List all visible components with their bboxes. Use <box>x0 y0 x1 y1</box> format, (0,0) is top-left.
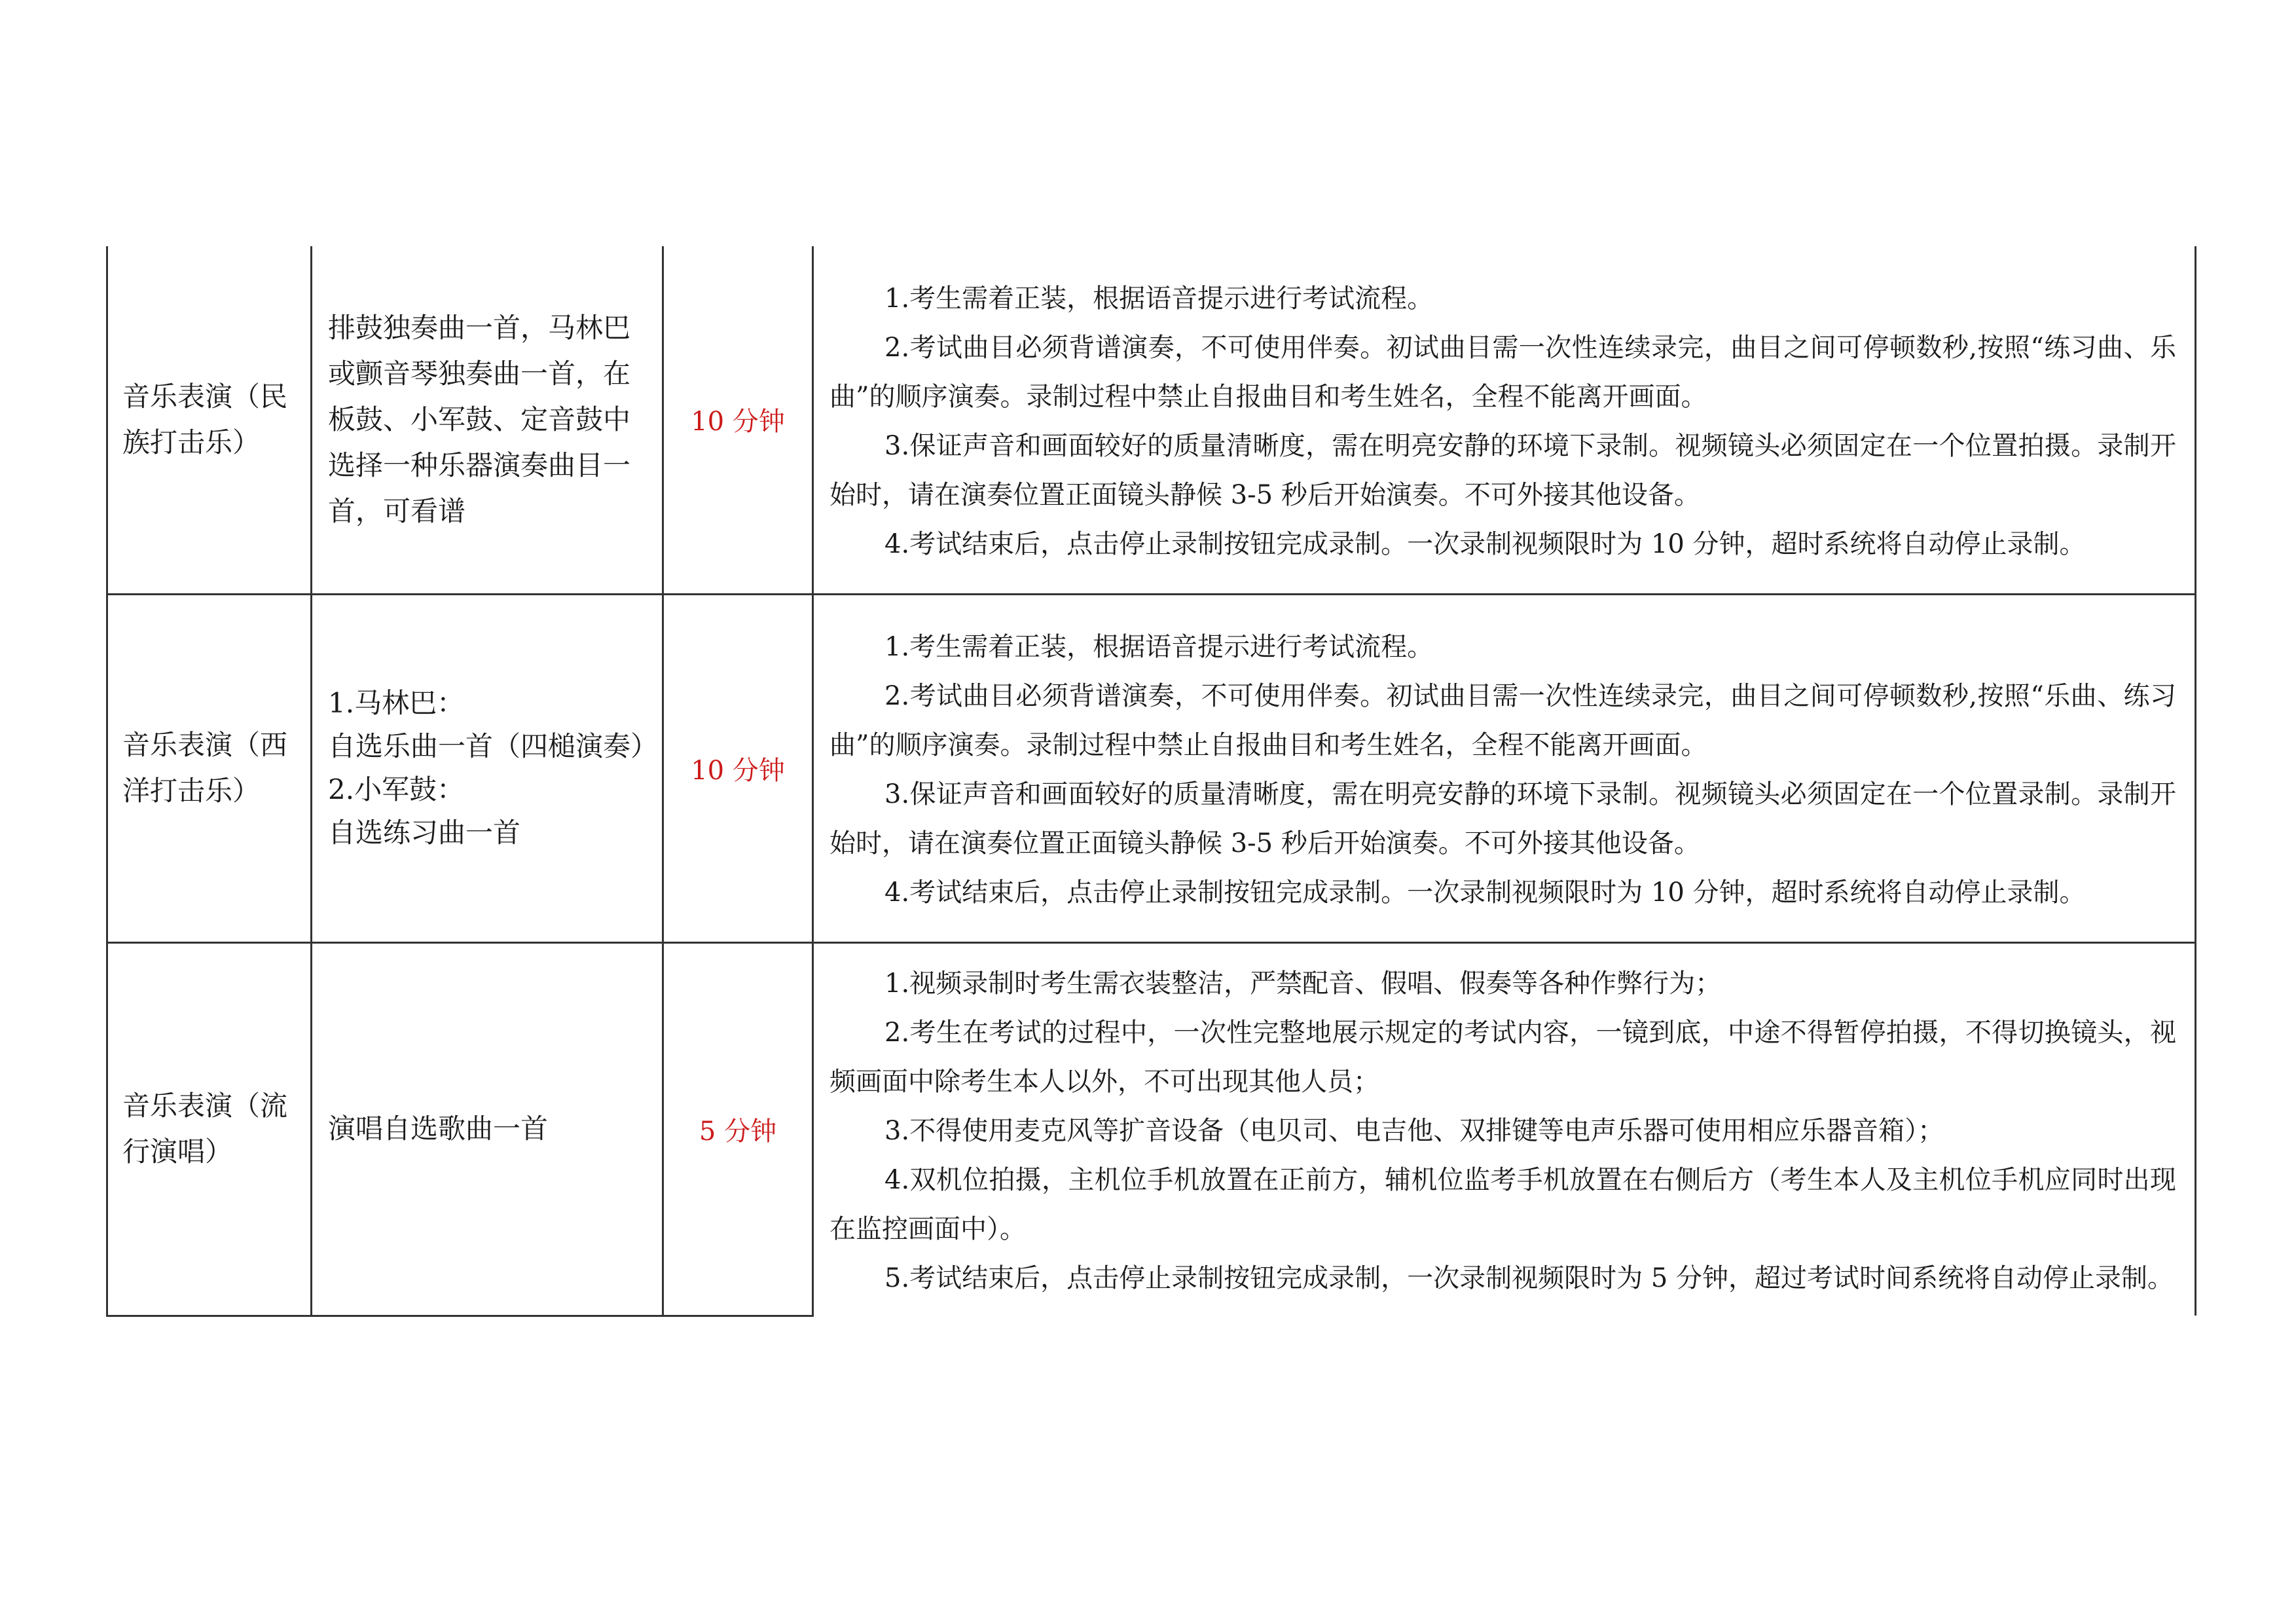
criteria-item: 1.考生需着正装，根据语音提示进行考试流程。 <box>884 632 1434 662</box>
criteria-item: 2.考试曲目必须背谱演奏，不可使用伴奏。初试曲目需一次性连续录完，曲目之间可停顿数秒,按照“练习曲、乐曲”的顺序演奏。录制过程中禁止自报曲目和考生姓名，全程不能离开画面。 <box>829 332 2176 412</box>
content-line: 排鼓独奏曲一首，马林巴或颤音琴独奏曲一首，在板鼓、小军鼓、定音鼓中选择一种乐器演奏曲目一首，可看谱 <box>328 311 631 527</box>
table-row <box>107 942 2196 1316</box>
subject-cell <box>107 246 312 594</box>
criteria-cell <box>813 246 2196 594</box>
criteria-item: 2.考生在考试的过程中，一次性完整地展示规定的考试内容，一镜到底，中途不得暂停拍摄，不得切换镜头，视频画面中除考生本人以外，不可出现其他人员； <box>829 1018 2176 1098</box>
content-line: 自选乐曲一首（四槌演奏） <box>328 730 659 762</box>
duration-label: 10 分钟 <box>691 407 785 437</box>
content-cell <box>312 246 663 594</box>
criteria-item: 4.双机位拍摄，主机位手机放置在正前方，辅机位监考手机放置在右侧后方（考生本人及主机位手机应同时出现在监控画面中）。 <box>829 1165 2176 1245</box>
criteria-item: 2.考试曲目必须背谱演奏，不可使用伴奏。初试曲目需一次性连续录完，曲目之间可停顿数秒,按照“乐曲、练习曲”的顺序演奏。录制过程中禁止自报曲目和考生姓名，全程不能离开画面。 <box>829 681 2176 760</box>
criteria-item: 3.不得使用麦克风等扩音设备（电贝司、电吉他、双排键等电声乐器可使用相应乐器音箱）； <box>884 1116 1944 1147</box>
subject-label: 音乐表演（西洋打击乐） <box>122 729 288 807</box>
subject-label: 音乐表演（民族打击乐） <box>122 380 288 458</box>
content-line: 演唱自选歌曲一首 <box>328 1113 549 1145</box>
criteria-list <box>814 268 2195 572</box>
content-line: 自选练习曲一首 <box>328 817 521 849</box>
duration-cell <box>663 594 813 942</box>
criteria-list <box>814 953 2195 1306</box>
criteria-item: 4.考试结束后，点击停止录制按钮完成录制。一次录制视频限时为 10 分钟，超时系统将自动停止录制。 <box>884 877 2086 908</box>
criteria-list <box>814 616 2195 920</box>
duration-label: 10 分钟 <box>691 755 785 786</box>
exam-requirements-table <box>106 246 2196 1317</box>
subject-cell <box>107 594 312 942</box>
criteria-item: 3.保证声音和画面较好的质量清晰度，需在明亮安静的环境下录制。视频镜头必须固定在一个位置录制。录制开始时，请在演奏位置正面镜头静候 3-5 秒后开始演奏。不可外接其他设备。 <box>829 779 2176 858</box>
subject-label: 音乐表演（流行演唱） <box>122 1090 288 1168</box>
content-cell <box>312 942 663 1316</box>
duration-cell <box>663 246 813 594</box>
content-text <box>312 305 662 534</box>
criteria-item: 1.考生需着正装，根据语音提示进行考试流程。 <box>884 283 1434 314</box>
content-cell <box>312 594 663 942</box>
criteria-item: 5.考试结束后，点击停止录制按钮完成录制，一次录制视频限时为 5 分钟，超过考试时间系统将自动停止录制。 <box>884 1263 2174 1294</box>
content-line: 2.小军鼓： <box>328 773 465 805</box>
content-text <box>312 1106 662 1152</box>
content-text <box>312 682 662 855</box>
criteria-item: 4.考试结束后，点击停止录制按钮完成录制。一次录制视频限时为 10 分钟，超时系统将自动停止录制。 <box>884 528 2086 559</box>
criteria-item: 3.保证声音和画面较好的质量清晰度，需在明亮安静的环境下录制。视频镜头必须固定在一个位置拍摄。录制开始时，请在演奏位置正面镜头静候 3-5 秒后开始演奏。不可外接其他设备。 <box>829 430 2176 510</box>
criteria-item: 1.视频录制时考生需衣装整洁，严禁配音、假唱、假奏等各种作弊行为； <box>884 969 1722 999</box>
table-row <box>107 594 2196 942</box>
criteria-cell <box>813 594 2196 942</box>
subject-cell <box>107 942 312 1316</box>
criteria-cell <box>813 942 2196 1316</box>
duration-label: 5 分钟 <box>699 1116 777 1147</box>
content-line: 1.马林巴： <box>328 687 465 719</box>
duration-cell <box>663 942 813 1316</box>
table-row <box>107 246 2196 594</box>
